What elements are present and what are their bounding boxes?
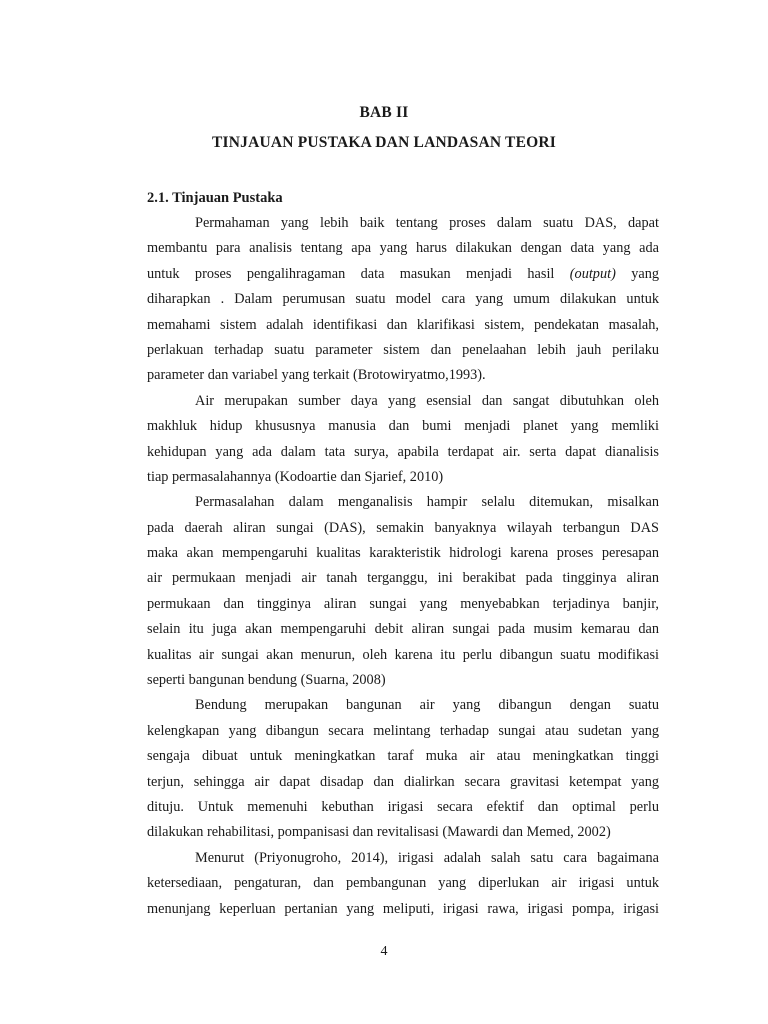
- paragraph-3-line-3: maka akan mempengaruhi kualitas karakteristik hidrologi karena proses peresapan: [147, 545, 659, 562]
- paragraph-1-line-3: [147, 262, 659, 287]
- paragraph-2-line-2: makhluk hidup khususnya manusia dan bumi menjadi planet yang memliki: [147, 418, 659, 435]
- section-heading: 2.1. Tinjauan Pustaka: [147, 190, 283, 206]
- chapter-number: BAB II: [359, 104, 409, 121]
- paragraph-3-line-2: pada daerah aliran sungai (DAS), semakin banyaknya wilayah terbangun DAS: [147, 519, 659, 536]
- paragraph-5-line-3: menunjang keperluan pertanian yang meliputi, irigasi rawa, irigasi pompa, irigasi: [147, 900, 659, 917]
- paragraph-2-line-1: Air merupakan sumber daya yang esensial dan sangat dibutuhkan oleh: [195, 392, 659, 409]
- paragraph-4-line-1: Bendung merupakan bangunan air yang dibangun dengan suatu: [195, 697, 659, 714]
- paragraph-4-line-3: sengaja dibuat untuk meningkatkan taraf muka air atau meningkatkan tinggi: [147, 748, 659, 765]
- paragraph-1-line-7: parameter dan variabel yang terkait (Brotowiryatmo,1993).: [147, 367, 486, 384]
- paragraph-1-line-4: diharapkan . Dalam perumusan suatu model cara yang umum dilakukan untuk: [147, 291, 659, 308]
- paragraph-4-line-2: kelengkapan yang dibangun secara melintang terhadap sungai atau sudetan yang: [147, 722, 659, 739]
- body-text: [147, 211, 659, 922]
- paragraph-3-line-6: selain itu juga akan mempengaruhi debit aliran sungai pada musim kemarau dan: [147, 621, 659, 638]
- paragraph-3-line-7: kualitas air sungai akan menurun, oleh karena itu perlu dibangun suatu modifikasi: [147, 646, 659, 663]
- paragraph-2-line-3: kehidupan yang ada dalam tata surya, apabila terdapat air. serta dapat dianalisis: [147, 443, 659, 460]
- text-after-output: yang: [631, 265, 660, 282]
- paragraph-5-line-1: Menurut (Priyonugroho, 2014), irigasi adalah salah satu cara bagaimana: [195, 849, 659, 866]
- paragraph-3-line-1: Permasalahan dalam menganalisis hampir selalu ditemukan, misalkan: [195, 494, 659, 511]
- chapter-title: TINJAUAN PUSTAKA DAN LANDASAN TEORI: [211, 134, 557, 151]
- paragraph-1-line-2: membantu para analisis tentang apa yang harus dilakukan dengan data yang ada: [147, 240, 659, 257]
- output-italic: (output): [569, 265, 616, 282]
- paragraph-3-line-8: seperti bangunan bendung (Suarna, 2008): [147, 672, 386, 689]
- page-number: 4: [380, 944, 388, 959]
- paragraph-2-line-4: tiap permasalahannya (Kodoartie dan Sjarief, 2010): [147, 468, 444, 485]
- text-before-output: untuk proses pengalihragaman data masukan menjadi hasil: [147, 265, 555, 282]
- paragraph-4-line-4: terjun, sehingga air dapat disadap dan dialirkan secara gravitasi ketempat yang: [147, 773, 659, 790]
- paragraph-5-line-2: ketersediaan, pengaturan, dan pembangunan yang diperlukan air irigasi untuk: [147, 875, 659, 892]
- paragraph-1-line-6: perlakuan terhadap suatu parameter sistem dan penelaahan lebih jauh perilaku: [147, 341, 659, 358]
- paragraph-4-line-6: dilakukan rehabilitasi, pompanisasi dan revitalisasi (Mawardi dan Memed, 2002): [147, 824, 611, 841]
- paragraph-1-line-5: memahami sistem adalah identifikasi dan klarifikasi sistem, pendekatan masalah,: [147, 316, 659, 333]
- paragraph-4-line-5: dituju. Untuk memenuhi kebuthan irigasi secara efektif dan optimal perlu: [147, 798, 659, 815]
- paragraph-3-line-5: permukaan dan tingginya aliran sungai yang menyebabkan terjadinya banjir,: [147, 595, 659, 612]
- paragraph-3-line-4: air permukaan menjadi air tanah terganggu, ini berakibat pada tingginya aliran: [147, 570, 659, 587]
- paragraph-1-line-1: Permahaman yang lebih baik tentang proses dalam suatu DAS, dapat: [195, 215, 659, 231]
